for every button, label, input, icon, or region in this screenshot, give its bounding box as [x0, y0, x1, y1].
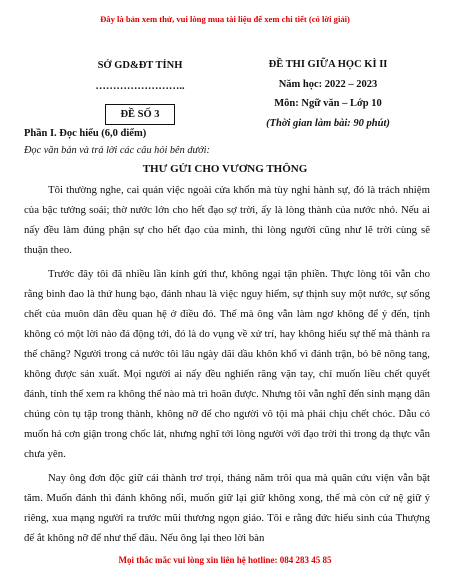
instruction: Đọc văn bản và trả lời các câu hỏi bên dưới: — [24, 145, 210, 156]
header-left — [60, 55, 220, 125]
section-heading: Phần I. Đọc hiểu (6,0 điểm) — [24, 128, 147, 139]
paragraph: Trước đây tôi đã nhiều lần kính gửi thư, không ngại tận phiền. Thực lòng tôi vẫn cho rằng binh đao là thứ hung bạo, đánh nhau là việc nguy hiểm, sự thịnh suy một nước, sự sống chết của muôn dân đều quan hệ ở điều đó. Thế mà ông vẫn làm ngơ không để ý đến, tịnh không có một lời nào đả động tới, đó là do vụng về xử trí, hay không hiểu sự thế mà thành ra thế chăng? Người trong cả nước tôi lâu ngày dãi dầu khôn khổ vì đánh trận, bỏ bê nông tang, không được sản xuất. Mọi người ai nấy đều nghiến răng vặn tay, chỉ muốn liều chết quyết đánh, tính thế xem ra không thể nào mà trì hoãn được. Nhưng tôi vẫn nghĩ đến sinh mạng dân chúng còn tụ tập trong thành, không nỡ để cho người vô tội mà phải chịu chết chóc. Dẫu có muốn hả cơn giận trong chốc lát, nhưng nghĩ tới lòng người với đạo trời thì trong dạ thực vẫn chưa yên. — [24, 268, 430, 460]
passage-title: THƯ GỬI CHO VƯƠNG THÔNG — [142, 163, 308, 175]
preview-notice: Đây là bản xem thử, vui lòng mua tài liệu để xem chi tiết (có lời giải) — [100, 14, 350, 24]
hotline-footer: Mọi thắc mắc vui lòng xin liên hệ hotline: 084 283 45 85 — [118, 555, 332, 565]
paragraph: Tôi thường nghe, cai quản việc ngoài cửa khổn mà tùy nghi hành sự, đó là trách nhiệm của bậc tướng soái; thờ nước lớn cho hết đạo sợ trời, ấy là lòng thành của nước nhỏ. Nếu ai nấy đều làm đúng phận sự cho hết đạo của mình, thì lòng người cũng như lẽ trời cùng sẽ thuận theo. — [24, 184, 430, 256]
school-year: Năm học: 2022 – 2023 — [278, 78, 378, 90]
subject: Môn: Ngữ văn – Lớp 10 — [274, 98, 382, 109]
exam-code-box: ĐỀ SỐ 3 — [105, 104, 174, 125]
department-name: SỞ GD&ĐT TỈNH — [97, 60, 183, 71]
exam-time: (Thời gian làm bài: 90 phút) — [266, 117, 390, 129]
paragraph: Nay ông đơn độc giữ cái thành trơ trọi, tháng năm trôi qua mà quân cứu viện vẫn bặt tăm. Muốn đánh thì đánh không nổi, muốn giữ lại giữ không xong, thế mà còn cứ nệ giữ ý riêng, xua mạng người ra trước mũi thương ngọn giáo. Tôi e rằng đức hiếu sinh của Thượng đế ắt không nỡ để như thế đâu. Nếu ông lại theo lời bàn — [24, 472, 430, 544]
department-dots: …………………….. — [95, 81, 185, 92]
header-right — [228, 55, 428, 133]
passage-body — [24, 180, 430, 552]
exam-title: ĐỀ THI GIỮA HỌC KÌ II — [268, 59, 388, 70]
